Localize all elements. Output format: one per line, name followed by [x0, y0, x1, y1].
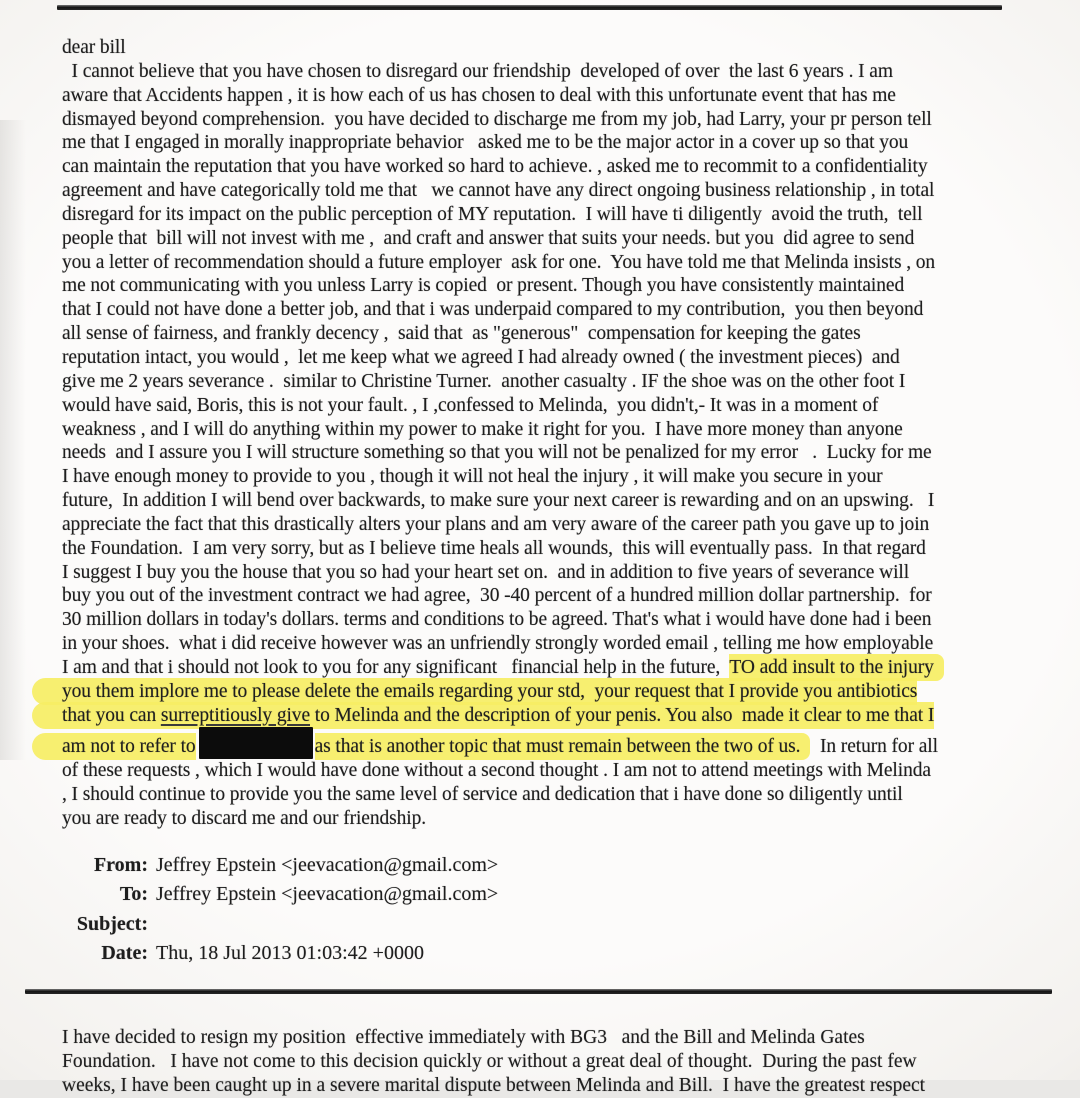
highlighted-text: as that is another topic that must remain between the two of us.	[315, 733, 811, 760]
letter-text: that I could not have done a better job, and that i was underpaid compared to my contribution, you then beyond	[62, 299, 924, 321]
letter-text: buy you out of the investment contract we had agree, 30 -40 percent of a hundred million dollar partnership. for	[62, 585, 932, 607]
letter-text: 30 million dollars in today's dollars. terms and conditions to be agreed. That's what i would have done had i been	[62, 609, 932, 631]
resignation-paragraph	[62, 1026, 925, 1098]
letter-line	[62, 394, 944, 418]
letter-text: , I should continue to provide you the same level of service and dedication that i have done so diligently until	[62, 784, 903, 806]
header-row-date	[0, 939, 498, 968]
highlighted-text: surreptitiously give	[161, 702, 310, 729]
letter-line	[62, 807, 944, 831]
highlighted-text: you them implore me to please delete the emails regarding your std, your request that I provide you antibiotics	[32, 678, 917, 705]
letter-line	[62, 108, 944, 132]
letter-line	[62, 632, 944, 656]
letter-line	[62, 251, 944, 275]
letter-text: would have said, Boris, this is not your fault. , I ,confessed to Melinda, you didn't,- It was in a moment of	[62, 394, 879, 416]
to-value: Jeffrey Epstein <jeevacation@gmail.com>	[156, 883, 499, 906]
letter-text: In return for all	[810, 736, 938, 758]
letter-line	[62, 537, 944, 561]
letter-line: weeks, I have been caught up in a severe marital dispute between Melinda and Bill. I have the greatest respect	[62, 1075, 926, 1096]
header-row-subject	[0, 910, 498, 939]
letter-line	[62, 465, 944, 489]
letter-line	[62, 680, 944, 704]
letter-text: future, In addition I will bend over backwards, to make sure your next career is rewarding and on an upswing. I	[62, 490, 935, 512]
letter-text: agreement and have categorically told me that we cannot have any direct ongoing business relationship , in total	[62, 180, 935, 202]
letter-line	[62, 727, 944, 759]
letter-text: can maintain the reputation that you have worked so hard to achieve. , asked me to recommit to a confidentiality	[62, 156, 928, 178]
letter-line	[62, 513, 944, 537]
letter-line	[62, 298, 944, 322]
page-top-rule	[57, 5, 1002, 10]
date-label: Date:	[101, 941, 148, 964]
letter-text: I cannot believe that you have chosen to disregard our friendship developed of over the last 6 years . I am	[62, 60, 893, 82]
letter-line	[62, 561, 944, 585]
letter-text: aware that Accidents happen , it is how each of us has chosen to deal with this unfortunate event that has me	[62, 84, 896, 106]
highlighted-text: to Melinda and the description of your penis. You also made it clear to me that I	[310, 702, 934, 729]
letter-text: in your shoes. what i did receive however was an unfriendly strongly worded email , telling me how employable	[62, 633, 934, 655]
letter-text: needs and I assure you I will structure something so that you will not be penalized for my error . Lucky for me	[62, 442, 932, 464]
highlighted-text: am not to refer to	[32, 733, 196, 760]
letter-line	[62, 131, 944, 155]
section-divider	[25, 989, 1052, 994]
header-row-to	[0, 880, 498, 909]
letter-line	[62, 36, 944, 60]
scan-shadow-smudge	[0, 120, 26, 760]
letter-text: give me 2 years severance . similar to Christine Turner. another casualty . IF the shoe was on the other foot I	[62, 370, 906, 392]
letter-line	[62, 370, 944, 394]
letter-line	[62, 179, 944, 203]
letter-text: of these requests , which I would have done without a second thought . I am not to attend meetings with Melinda	[62, 760, 931, 782]
letter-line	[62, 608, 944, 632]
letter-line	[62, 60, 944, 84]
header-row-from	[0, 851, 498, 880]
letter-line	[62, 346, 944, 370]
letter-line	[62, 322, 944, 346]
letter-line	[62, 656, 944, 680]
from-value: Jeffrey Epstein <jeevacation@gmail.com>	[156, 854, 499, 876]
to-label: To:	[119, 883, 148, 906]
letter-line	[62, 783, 944, 807]
letter-body	[62, 36, 944, 831]
letter-text: I am and that i should not look to you for any significant financial help in the future,	[62, 656, 730, 678]
letter-line	[62, 84, 944, 108]
letter-text: weakness , and I will do anything within my power to make it right for you. I have more money than anyone	[62, 418, 903, 440]
letter-text: you are ready to discard me and our friendship.	[62, 808, 427, 830]
letter-line	[62, 704, 944, 728]
letter-line: I have decided to resign my position effective immediately with BG3 and the Bill and Melinda Gates	[62, 1027, 865, 1048]
letter-text: I have enough money to provide to you , though it will not heal the injury , it will make you secure in your	[62, 466, 883, 488]
letter-line	[62, 441, 944, 465]
letter-line	[62, 584, 944, 608]
letter-line	[62, 274, 944, 298]
letter-line	[62, 418, 944, 442]
letter-text: I suggest I buy you the house that you so had your heart set on. and in addition to five years of severance will	[62, 561, 910, 583]
letter-line	[62, 489, 944, 513]
letter-text: people that bill will not invest with me , and craft and answer that suits your needs. but you did agree to send	[62, 227, 915, 249]
highlighted-text: that you can	[32, 702, 161, 729]
date-value: Thu, 18 Jul 2013 01:03:42 +0000	[156, 941, 424, 964]
from-label: From:	[93, 854, 148, 876]
subject-label: Subject:	[76, 912, 148, 935]
letter-line	[62, 203, 944, 227]
letter-text: the Foundation. I am very sorry, but as I believe time heals all wounds, this will eventually pass. In that regard	[62, 537, 926, 559]
letter-line	[62, 155, 944, 179]
email-headers	[0, 851, 498, 968]
letter-text: appreciate the fact that this drastically alters your plans and am very aware of the career path you gave up to join	[62, 513, 930, 535]
letter-line	[62, 759, 944, 783]
letter-line	[62, 227, 944, 251]
letter-text: me not communicating with you unless Larry is copied or present. Though you have consistently maintained	[62, 275, 905, 297]
letter-text: me that I engaged in morally inappropriate behavior asked me to be the major actor in a cover up so that you	[62, 132, 909, 154]
highlighted-text: TO add insult to the injury	[729, 654, 943, 681]
letter-text: dismayed beyond comprehension. you have decided to discharge me from my job, had Larry, your pr person tell	[62, 108, 932, 130]
letter-text: you a letter of recommendation should a future employer ask for one. You have told me that Melinda insists , on	[62, 251, 936, 273]
letter-text: dear bill	[62, 37, 126, 58]
subject-value	[156, 910, 498, 939]
letter-text: reputation intact, you would , let me keep what we agreed I had already owned ( the investment pieces) and	[62, 346, 900, 368]
letter-text: all sense of fairness, and frankly decency , said that as "generous" compensation for keeping the gates	[62, 323, 861, 345]
letter-line: Foundation. I have not come to this decision quickly or without a great deal of thought. During the past few	[62, 1051, 917, 1072]
redaction-bar	[199, 727, 313, 759]
letter-text: disregard for its impact on the public perception of MY reputation. I will have ti diligently avoid the truth, tell	[62, 203, 923, 225]
